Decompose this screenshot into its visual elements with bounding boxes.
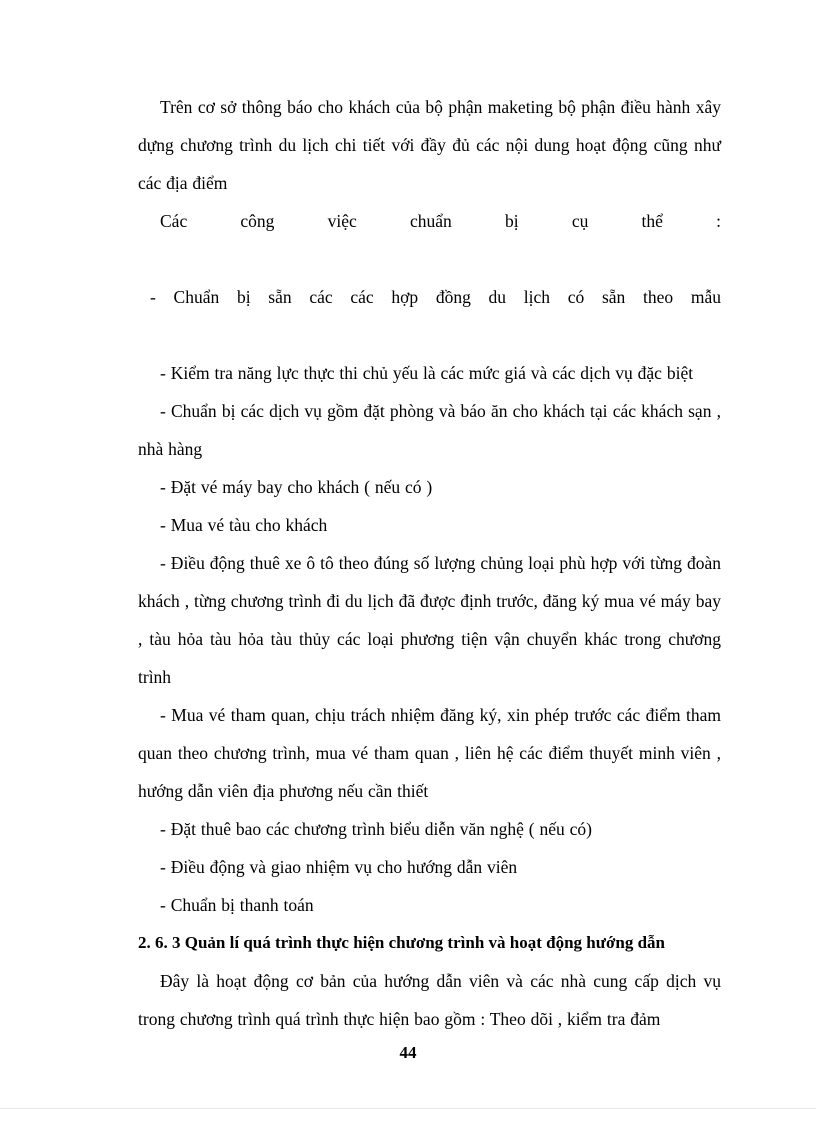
paragraph-intro: Trên cơ sở thông báo cho khách của bộ phận maketing bộ phận điều hành xây dựng chương trình du lịch chi tiết với đầy đủ các nội dung hoạt động cũng như các địa điểm [138,97,721,193]
page-body [138,88,721,1038]
list-item-services: - Chuẩn bị các dịch vụ gồm đặt phòng và báo ăn cho khách tại các khách sạn , nhà hàng [138,401,721,459]
list-item-contracts: - Chuẩn bị sẵn các các hợp đồng du lịch có sẵn theo mẫu [150,287,721,307]
list-item-train-tickets: - Mua vé tàu cho khách [160,515,328,535]
paragraph-tasks-label: Các công việc chuẩn bị cụ thể : [160,211,721,231]
section-heading-2-6-3: 2. 6. 3 Quản lí quá trình thực hiện chương trình và hoạt động hướng dẫn [138,933,665,952]
list-item-capacity-check: - Kiểm tra năng lực thực thi chủ yếu là các mức giá và các dịch vụ đặc biệt [160,363,694,383]
list-item-payment: - Chuẩn bị thanh toán [160,895,314,915]
list-item-guide-assignment: - Điều động và giao nhiệm vụ cho hướng dẫn viên [160,857,518,877]
paragraph-closing: Đây là hoạt động cơ bản của hướng dẫn viên và các nhà cung cấp dịch vụ trong chương trình quá trình thực hiện bao gồm : Theo dõi , kiểm tra đảm [138,971,721,1029]
page-number: 44 [399,1043,417,1062]
list-item-sightseeing-tickets: - Mua vé tham quan, chịu trách nhiệm đăng ký, xin phép trước các điểm tham quan theo chương trình, mua vé tham quan , liên hệ các điểm thuyết minh viên , hướng dẫn viên địa phương nếu cần thiết [138,705,721,801]
list-item-flight-tickets: - Đặt vé máy bay cho khách ( nếu có ) [160,477,433,497]
list-item-vehicles: - Điều động thuê xe ô tô theo đúng số lượng chủng loại phù hợp với từng đoàn khách , từng chương trình đi du lịch đã được định trước, đăng ký mua vé máy bay , tàu hỏa tàu hỏa tàu thủy các loại phương tiện vận chuyển khác trong chương trình [138,553,721,687]
list-item-performances: - Đặt thuê bao các chương trình biểu diễn văn nghệ ( nếu có) [160,819,592,839]
footer-divider [0,1108,816,1109]
